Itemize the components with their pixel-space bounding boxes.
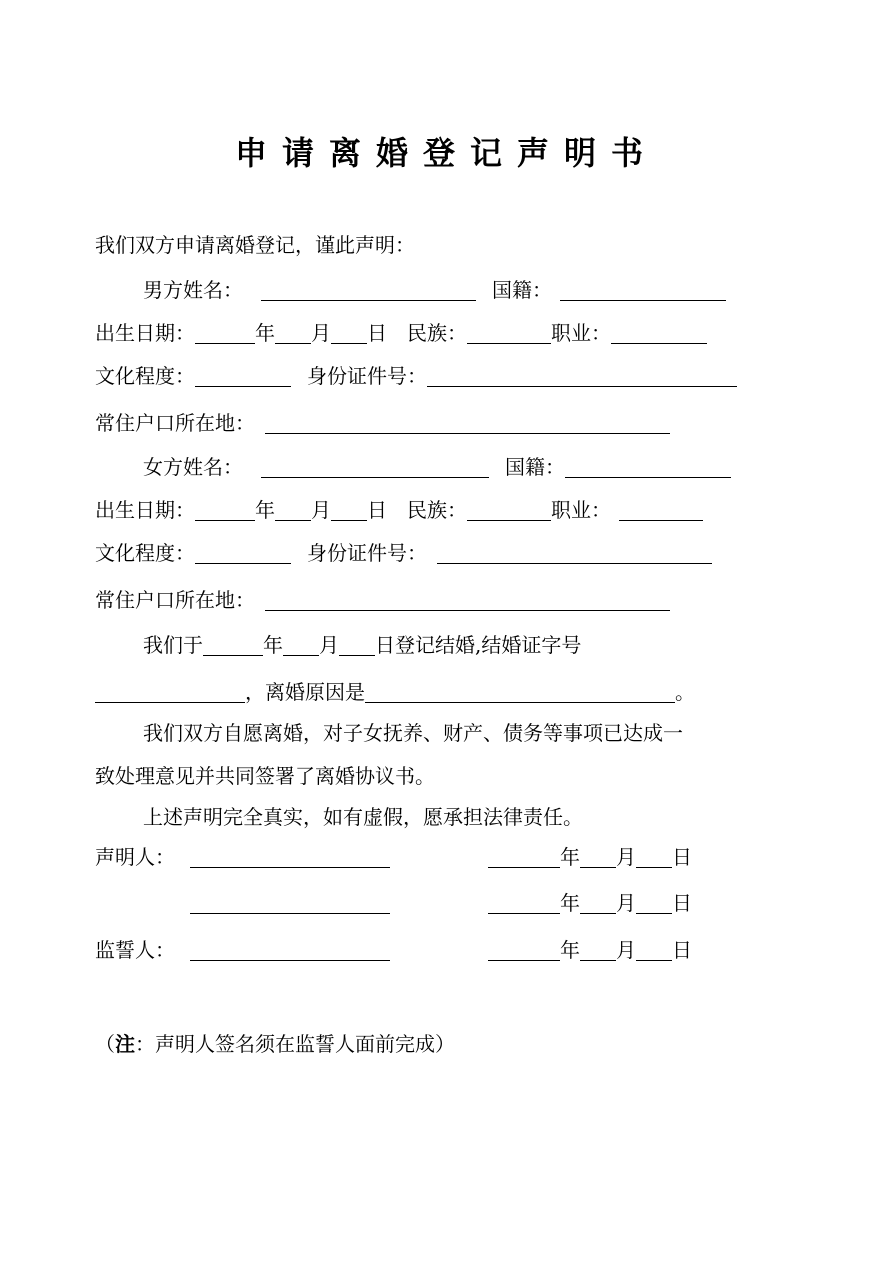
- female-education-field[interactable]: [195, 541, 291, 564]
- agreement-line-2: 致处理意见并共同签署了离婚协议书。: [95, 764, 435, 788]
- male-ethnicity-field[interactable]: [467, 321, 551, 344]
- declarant-2-year-field[interactable]: [488, 891, 560, 914]
- declarant-1-month-text: 月: [616, 845, 636, 869]
- declarant-1-month-field[interactable]: [580, 845, 616, 868]
- female-nationality-label: 国籍：: [505, 455, 565, 479]
- declarant-1-day-text: 日: [672, 845, 692, 869]
- male-occupation-field[interactable]: [611, 321, 707, 344]
- male-education-field[interactable]: [195, 364, 291, 387]
- male-birth-day-field[interactable]: [331, 321, 367, 344]
- male-birth-row: [95, 318, 707, 348]
- female-education-label: 文化程度：: [95, 541, 195, 565]
- female-birth-year-field[interactable]: [195, 498, 255, 521]
- male-year-text: 年: [255, 321, 275, 345]
- male-birth-label: 出生日期：: [95, 321, 195, 345]
- male-residence-row: [95, 408, 670, 438]
- male-residence-field[interactable]: [265, 411, 670, 434]
- declarant-2-date-row: [488, 888, 692, 918]
- male-name-row: [143, 275, 726, 305]
- male-occupation-label: 职业：: [551, 321, 611, 345]
- male-day-text: 日: [367, 321, 387, 345]
- male-residence-label: 常住户口所在地：: [95, 411, 255, 435]
- note-bold-label: 注: [115, 1032, 135, 1056]
- witness-day-text: 日: [672, 938, 692, 962]
- witness-signature-field[interactable]: [190, 938, 390, 961]
- marriage-prefix: 我们于: [143, 633, 203, 657]
- male-education-row: [95, 361, 737, 391]
- marriage-end-mark: 。: [675, 680, 695, 704]
- female-day-text: 日: [367, 498, 387, 522]
- female-birth-row: [95, 495, 703, 525]
- male-nationality-label: 国籍：: [492, 278, 552, 302]
- witness-date-row: [488, 935, 692, 965]
- intro-text: 我们双方申请离婚登记，谨此声明：: [95, 233, 415, 257]
- declarant-1-signature-row: [190, 842, 390, 872]
- note-open-paren: （: [95, 1032, 115, 1056]
- female-id-field[interactable]: [437, 541, 712, 564]
- marriage-reason-row: [95, 677, 695, 707]
- declarant-2-day-text: 日: [672, 891, 692, 915]
- female-residence-label: 常住户口所在地：: [95, 588, 255, 612]
- declarant-1-date-row: [488, 842, 692, 872]
- marriage-reason-label: ，离婚原因是: [245, 680, 365, 704]
- female-birth-label: 出生日期：: [95, 498, 195, 522]
- female-education-row: [95, 538, 712, 568]
- female-nationality-field[interactable]: [565, 455, 731, 478]
- marriage-reason-field[interactable]: [365, 680, 675, 703]
- document-title: 申请离婚登记声明书: [234, 134, 658, 172]
- declarant-1-signature-field[interactable]: [190, 845, 390, 868]
- female-occupation-label: 职业：: [551, 498, 611, 522]
- female-residence-row: [95, 585, 670, 615]
- female-year-text: 年: [255, 498, 275, 522]
- male-month-text: 月: [311, 321, 331, 345]
- female-id-label: 身份证件号：: [307, 541, 427, 565]
- declarant-2-day-field[interactable]: [636, 891, 672, 914]
- male-name-label: 男方姓名：: [143, 278, 243, 302]
- declarant-2-signature-row: [190, 888, 390, 918]
- female-month-text: 月: [311, 498, 331, 522]
- witness-signature-row: [190, 935, 390, 965]
- note: [95, 1029, 455, 1059]
- witness-year-text: 年: [560, 938, 580, 962]
- declarant-2-month-text: 月: [616, 891, 636, 915]
- witness-month-text: 月: [616, 938, 636, 962]
- declarant-label: 声明人：: [95, 845, 175, 869]
- witness-day-field[interactable]: [636, 938, 672, 961]
- female-name-row: [143, 452, 731, 482]
- male-name-field[interactable]: [261, 278, 476, 301]
- marriage-day-field[interactable]: [339, 633, 375, 656]
- marriage-month-field[interactable]: [283, 633, 319, 656]
- female-name-label: 女方姓名：: [143, 455, 243, 479]
- male-education-label: 文化程度：: [95, 364, 195, 388]
- truth-statement: 上述声明完全真实，如有虚假，愿承担法律责任。: [143, 805, 583, 829]
- female-birth-day-field[interactable]: [331, 498, 367, 521]
- declarant-2-month-field[interactable]: [580, 891, 616, 914]
- male-birth-year-field[interactable]: [195, 321, 255, 344]
- declarant-1-day-field[interactable]: [636, 845, 672, 868]
- marriage-year-field[interactable]: [203, 633, 263, 656]
- witness-year-field[interactable]: [488, 938, 560, 961]
- note-text: ：声明人签名须在监誓人面前完成）: [135, 1032, 455, 1056]
- female-birth-month-field[interactable]: [275, 498, 311, 521]
- marriage-month-text: 月: [319, 633, 339, 657]
- declarant-2-signature-field[interactable]: [190, 891, 390, 914]
- marriage-certificate-field[interactable]: [95, 680, 245, 703]
- marriage-year-text: 年: [263, 633, 283, 657]
- male-id-label: 身份证件号：: [307, 364, 427, 388]
- male-id-field[interactable]: [427, 364, 737, 387]
- witness-month-field[interactable]: [580, 938, 616, 961]
- male-nationality-field[interactable]: [560, 278, 726, 301]
- male-ethnicity-label: 民族：: [407, 321, 467, 345]
- female-occupation-field[interactable]: [619, 498, 703, 521]
- declarant-2-year-text: 年: [560, 891, 580, 915]
- marriage-date-row: [143, 630, 581, 660]
- male-birth-month-field[interactable]: [275, 321, 311, 344]
- declarant-1-year-text: 年: [560, 845, 580, 869]
- agreement-line-1: 我们双方自愿离婚，对子女抚养、财产、债务等事项已达成一: [143, 721, 683, 745]
- female-residence-field[interactable]: [265, 588, 670, 611]
- marriage-suffix: 日登记结婚,结婚证字号: [375, 633, 582, 657]
- female-ethnicity-field[interactable]: [467, 498, 551, 521]
- declarant-1-year-field[interactable]: [488, 845, 560, 868]
- female-name-field[interactable]: [261, 455, 489, 478]
- female-ethnicity-label: 民族：: [407, 498, 467, 522]
- witness-label: 监誓人：: [95, 938, 175, 962]
